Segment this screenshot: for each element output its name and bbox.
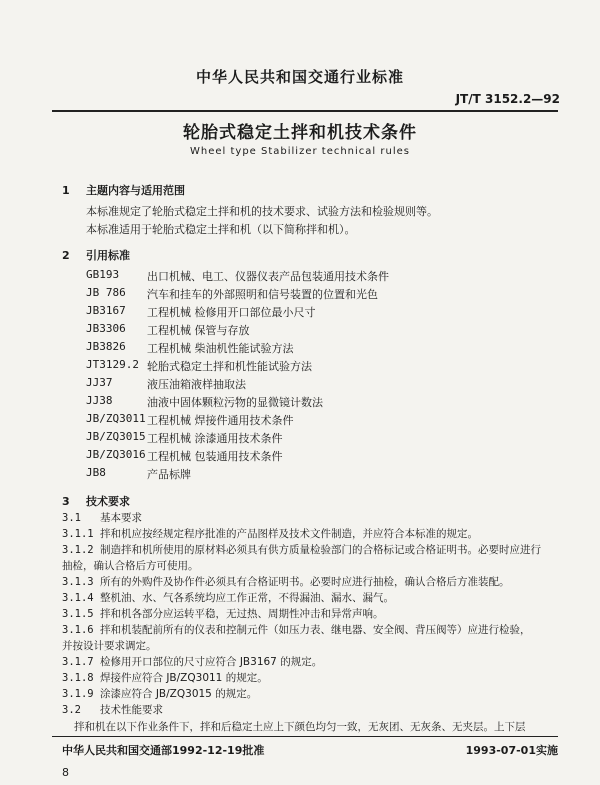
clause-number: 3.1.8 (62, 672, 94, 684)
clause-number: 3.2 (62, 704, 81, 716)
standard-number: JT/T 3152.2—92 (455, 92, 560, 106)
reference-title: 液压油箱液样抽取法 (147, 378, 246, 391)
clause (62, 574, 510, 589)
clause-number: 3.1.2 (62, 544, 94, 556)
section-title: 主题内容与适用范围 (86, 184, 185, 197)
clause (62, 670, 268, 685)
clause (62, 622, 531, 637)
clause-text: 拌和机装配前所有的仪表和控制元件（如压力表、继电器、安全阀、背压阀等）应进行检验， (100, 624, 531, 636)
page-number: 8 (62, 766, 69, 779)
reference-code: JJ38 (86, 394, 113, 407)
clause-number: 3.1.9 (62, 688, 94, 700)
reference-code: JT3129.2 (86, 358, 139, 371)
reference-title: 工程机械 涂漆通用技术条件 (147, 432, 283, 445)
section-1-paragraph: 本标准适用于轮胎式稳定土拌和机（以下简称拌和机）。 (86, 223, 356, 236)
clause (62, 526, 478, 541)
clause (62, 510, 142, 525)
header-rule (52, 110, 558, 112)
reference-code: GB193 (86, 268, 120, 281)
section-number: 2 (62, 249, 70, 262)
reference-code: JB/ZQ3011 (86, 412, 146, 425)
clause-text: 所有的外购件及协作件必须具有合格证明书。必要时应进行抽检，确认合格后方准装配。 (100, 576, 510, 588)
clause-text: 基本要求 (100, 512, 142, 524)
reference-code: JB8 (86, 466, 106, 479)
clause (62, 542, 541, 557)
clause-number: 3.1.6 (62, 624, 94, 636)
section-title: 技术要求 (86, 495, 130, 508)
clause-continuation: 并按设计要求调定。 (62, 640, 157, 652)
clause (62, 590, 394, 605)
effective-date: 1993-07-01实施 (465, 744, 558, 757)
reference-code: JB/ZQ3016 (86, 448, 146, 461)
reference-title: 油液中固体颗粒污物的显微镜计数法 (147, 396, 323, 409)
reference-code: JB 786 (86, 286, 126, 299)
footer-rule (52, 736, 558, 737)
document-subtitle: Wheel type Stabilizer technical rules (190, 146, 410, 157)
clause-number: 3.1 (62, 512, 81, 524)
reference-code: JJ37 (86, 376, 113, 389)
clause-text: 技术性能要求 (100, 704, 163, 716)
reference-title: 产品标牌 (147, 468, 191, 481)
section-3-heading (62, 493, 130, 509)
reference-title: 汽车和挂车的外部照明和信号装置的位置和光色 (147, 288, 378, 301)
section-number: 1 (62, 184, 70, 197)
reference-code: JB3167 (86, 304, 126, 317)
reference-title: 轮胎式稳定土拌和机性能试验方法 (147, 360, 312, 373)
clause (62, 686, 257, 701)
clause-number: 3.1.5 (62, 608, 94, 620)
reference-title: 出口机械、电工、仪器仪表产品包装通用技术条件 (147, 270, 389, 283)
clause-text: 整机油、水、气各系统均应工作正常，不得漏油、漏水、漏气。 (100, 592, 394, 604)
document-title: 轮胎式稳定土拌和机技术条件 (183, 123, 417, 143)
clause-paragraph: 拌和机在以下作业条件下，拌和后稳定土应上下颜色均匀一致，无灰团、无灰条、无夹层。上下层 (74, 721, 526, 733)
reference-code: JB/ZQ3015 (86, 430, 146, 443)
clause-text: 焊接件应符合 JB/ZQ3011 的规定。 (100, 672, 268, 684)
clause-text: 检修用开口部位的尺寸应符合 JB3167 的规定。 (100, 656, 323, 668)
section-1-paragraph: 本标准规定了轮胎式稳定土拌和机的技术要求、试验方法和检验规则等。 (86, 205, 438, 218)
clause (62, 606, 384, 621)
clause (62, 654, 322, 669)
reference-code: JB3306 (86, 322, 126, 335)
clause-text: 涂漆应符合 JB/ZQ3015 的规定。 (100, 688, 258, 700)
section-title: 引用标准 (86, 249, 130, 262)
clause-text: 拌和机各部分应运转平稳，无过热、周期性冲击和异常声响。 (100, 608, 384, 620)
approval-note: 中华人民共和国交通部1992-12-19批准 (62, 744, 265, 757)
clause-text: 制造拌和机所使用的原材料必须具有供方质量检验部门的合格标记或合格证明书。必要时应进行 (100, 544, 541, 556)
clause-continuation: 抽检，确认合格后方可使用。 (62, 560, 199, 572)
clause-text: 拌和机应按经规定程序批准的产品图样及技术文件制造，并应符合本标准的规定。 (100, 528, 478, 540)
clause-number: 3.1.4 (62, 592, 94, 604)
reference-title: 工程机械 检修用开口部位最小尺寸 (147, 306, 316, 319)
issuing-organization: 中华人民共和国交通行业标准 (195, 68, 404, 86)
section-1-heading (62, 182, 185, 198)
section-2-heading (62, 247, 130, 263)
reference-code: JB3826 (86, 340, 126, 353)
reference-title: 工程机械 柴油机性能试验方法 (147, 342, 294, 355)
reference-title: 工程机械 焊接件通用技术条件 (147, 414, 294, 427)
reference-title: 工程机械 包装通用技术条件 (147, 450, 283, 463)
reference-title: 工程机械 保管与存放 (147, 324, 250, 337)
clause (62, 702, 163, 717)
section-number: 3 (62, 495, 70, 508)
clause-number: 3.1.1 (62, 528, 94, 540)
clause-number: 3.1.3 (62, 576, 94, 588)
clause-number: 3.1.7 (62, 656, 94, 668)
